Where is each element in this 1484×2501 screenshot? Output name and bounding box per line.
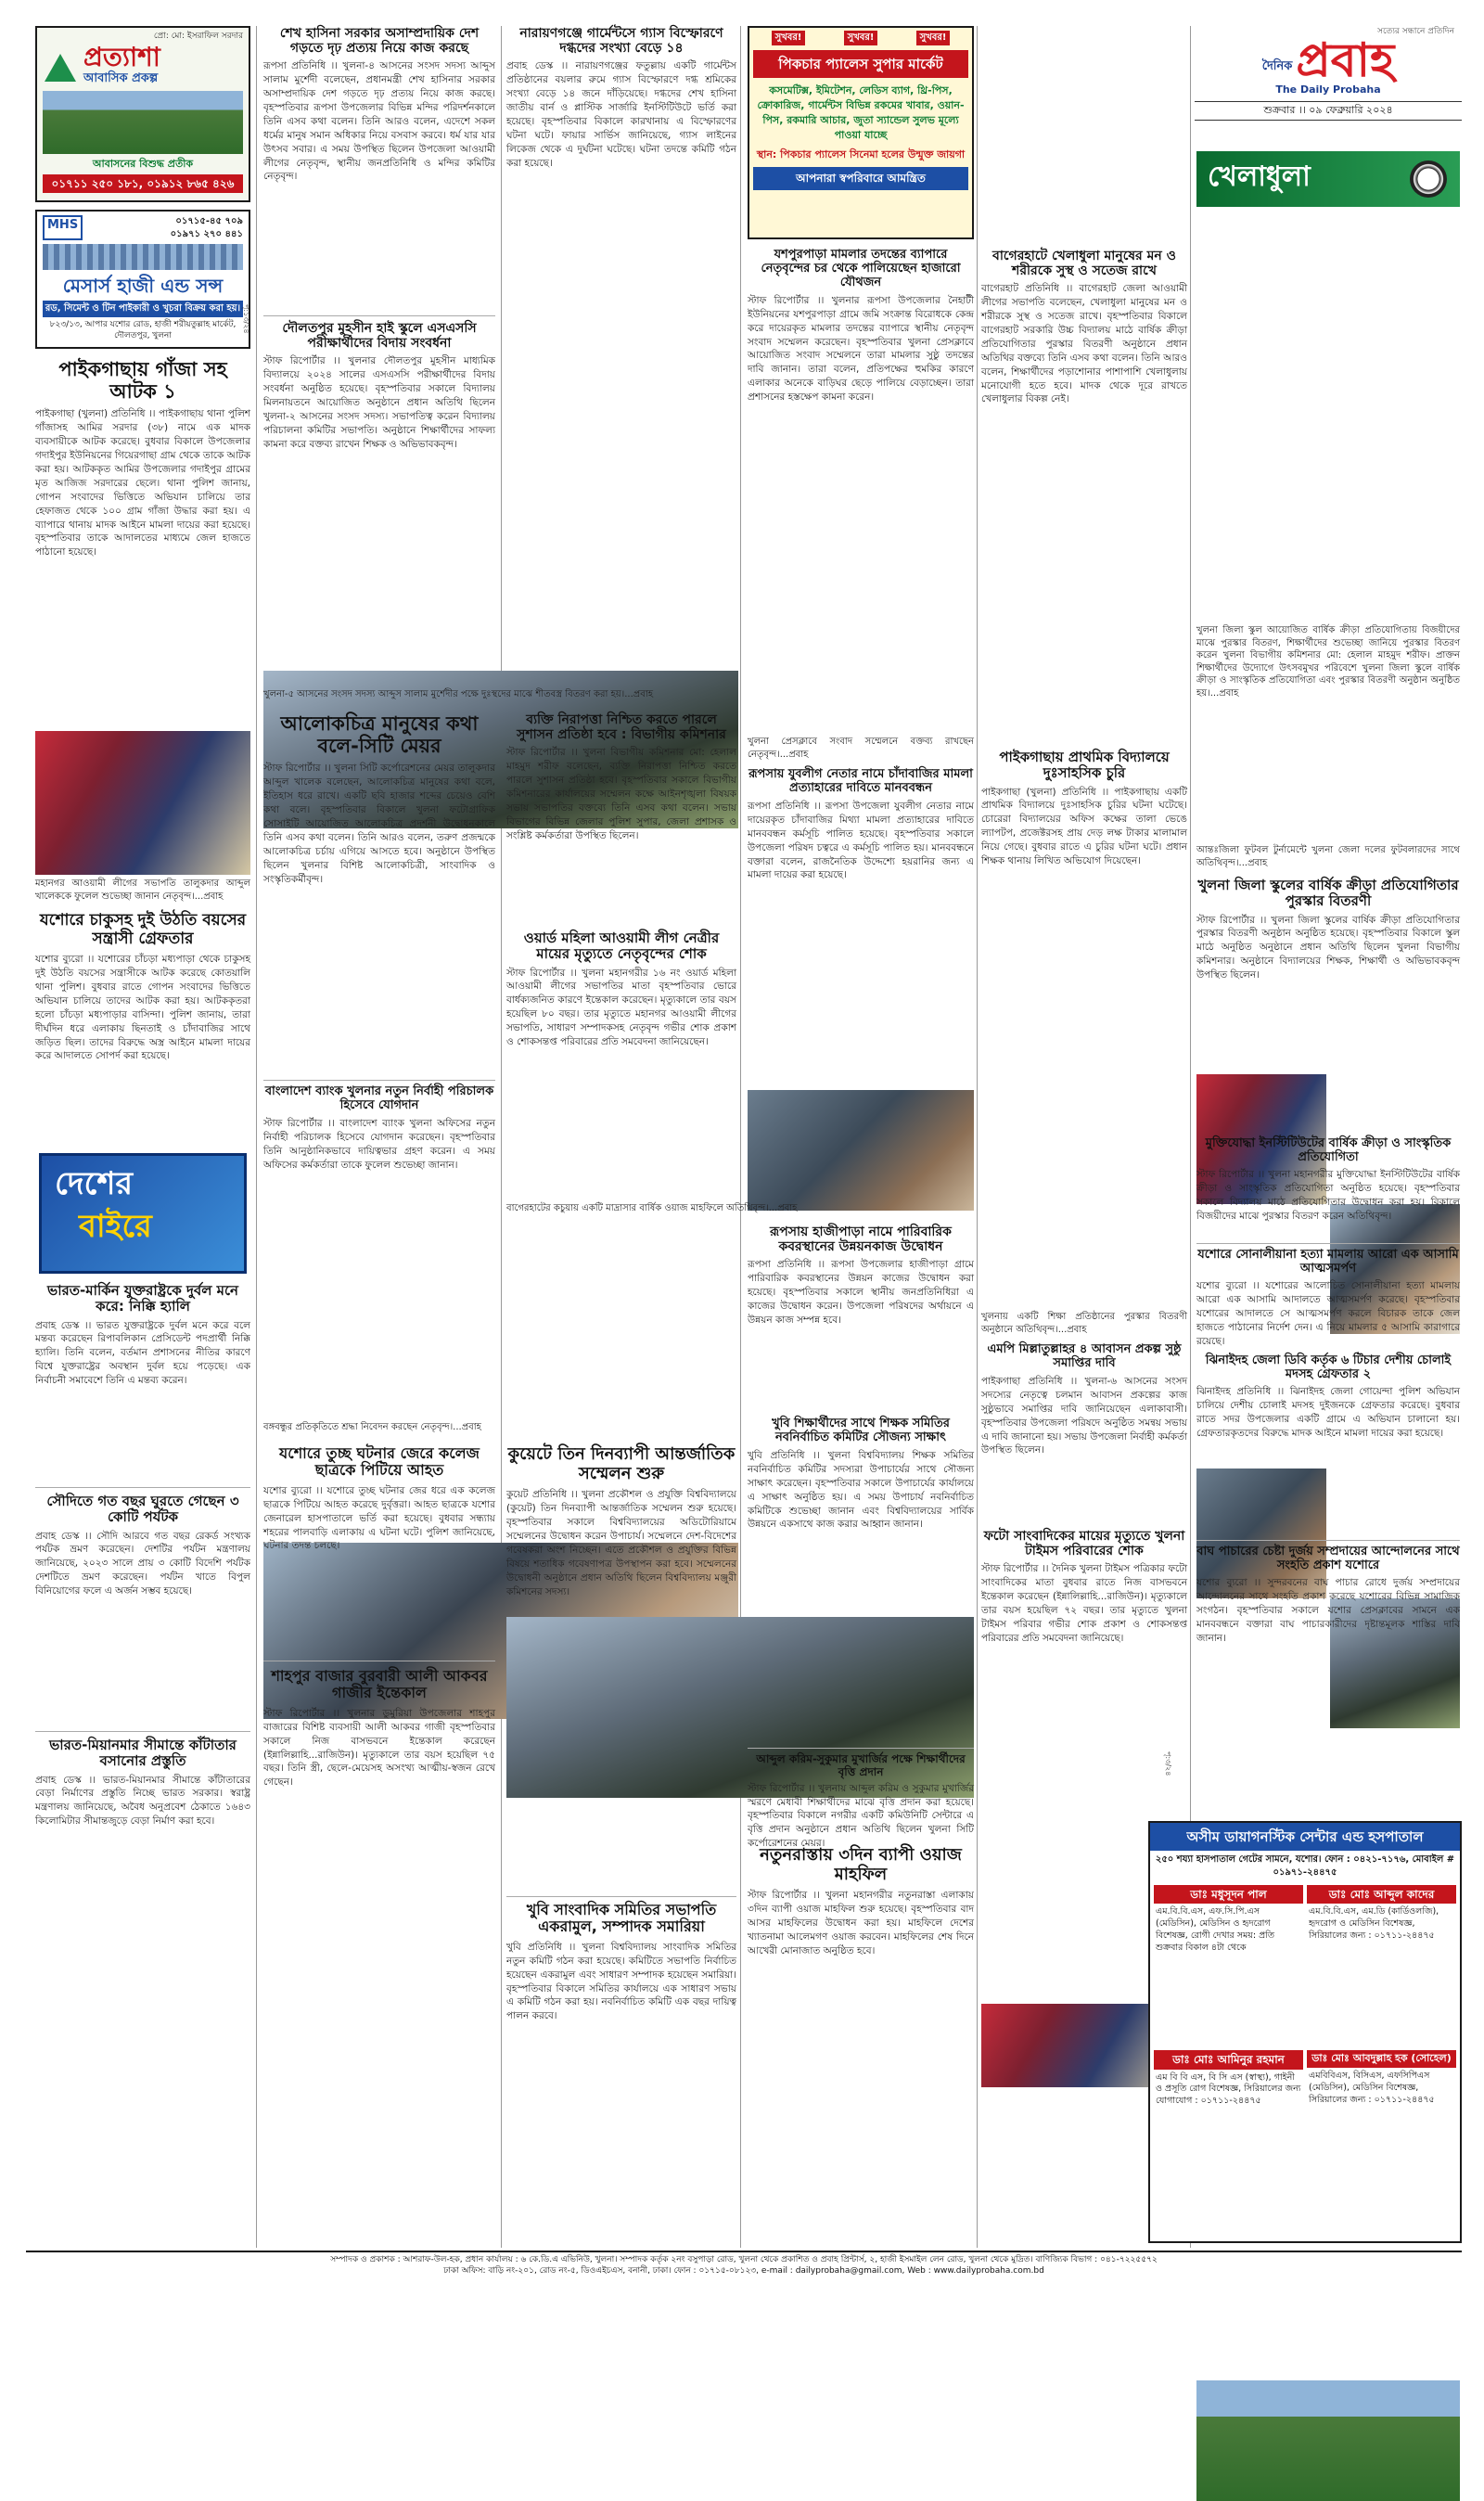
- masthead-dateline: শুক্রবার ।। ০৯ ফেব্রুয়ারি ২০২৪: [1195, 101, 1462, 121]
- article-body: রূপসা প্রতিনিধি ।। রূপসা উপজেলা যুবলীগ নেতার নামে দায়েরকৃত চাঁদাবাজির মিথ্যা মামলা প্রত্যাহারের দাবিতে মানববন্ধন কর্মসূচি পালিত হয়েছে। বৃহস্পতিবার সকালে উপজেলা পরিষদ চত্বরে এ কর্মসূচি পালিত হয়। মানববন্ধনে বক্তারা বলেন, রাজনৈতিক উদ্দেশ্যে হয়রানির জন্য এ মামলা দায়ের করা হয়েছে।: [748, 800, 974, 881]
- article-shahpur: [263, 1668, 495, 2243]
- photo-caption: বঙ্গবন্ধুর প্রতিকৃতিতে শ্রদ্ধা নিবেদন করছেন নেতৃবৃন্দ।...প্রবাহ: [263, 1422, 481, 1432]
- article-bagerhat-sports: [981, 249, 1187, 745]
- hospital-address: ২৫০ শয্যা হাসপাতাল গেটের সামনে, যশোর। ফোন : ০৪২১-৭১৭৬, মোবাইল # ০১৯৭১-২৪৪৭৫: [1155, 1854, 1455, 1878]
- protyasha-land-photo: [43, 91, 243, 154]
- page-mark-right: পৃ:৩/২৪: [1164, 1751, 1172, 1776]
- ad-hospital: [1148, 1821, 1462, 2243]
- article-body: স্টাফ রিপোর্টার ।। খুলনায় আব্দুল করিম ও সুকুমার মুখার্জির স্মরণে মেধাবী শিক্ষার্থীদের মাঝে বৃত্তি প্রদান করা হয়েছে। বৃহস্পতিবার বিকালে নগরীর একটি কমিউনিটি সেন্টারে এ বৃত্তি প্রদান অনুষ্ঠানে প্রধান অতিথি ছিলেন খুলনা সিটি কর্পোরেশনের মেয়র।: [748, 1782, 974, 1850]
- article-body: স্টাফ রিপোর্টার ।। খুলনা জিলা স্কুলের বার্ষিক ক্রীড়া প্রতিযোগিতার পুরস্কার বিতরণী অনুষ্ঠান অনুষ্ঠিত হয়েছে। বৃহস্পতিবার বিকালে স্কুল মাঠে অনুষ্ঠিত অনুষ্ঠানে প্রধান অতিথি ছিলেন খুলনা বিভাগীয় কমিশনার। অনুষ্ঠানে বিদ্যালয়ের শিক্ষক, শিক্ষার্থী ও অভিভাবকবৃন্দ উপস্থিত ছিলেন।: [1196, 914, 1460, 981]
- haji-name: মেসার্স হাজী এন্ড সন্স: [62, 275, 224, 297]
- headline: খুবি সাংবাদিক সমিতির সভাপতি একরামুল, সম্পাদক সমারিয়া: [526, 1901, 717, 1936]
- doctor-name: ডাঃ মোঃ আব্দুল কাদের: [1307, 1885, 1456, 1904]
- article-body: বাগেরহাট প্রতিনিধি ।। বাগেরহাট জেলা আওয়ামী লীগের সভাপতি বলেছেন, খেলাধুলা মানুষের মন ও শরীরকে সুস্থ ও সতেজ রাখে। বৃহস্পতিবার বিকালে বাগেরহাট সরকারি উচ্চ বিদ্যালয় মাঠে বার্ষিক ক্রীড়া প্রতিযোগিতার পুরস্কার বিতরণী অনুষ্ঠানে প্রধান অতিথির বক্তব্যে তিনি এসব কথা বলেন। তিনি আরও বলেন, শিক্ষার্থীদের পড়াশোনার পাশাপাশি খেলাধুলায় মনোযোগী হতে হবে। মাদক থেকে দূরে রাখতে খেলাধুলার বিকল্প নেই।: [981, 283, 1187, 405]
- headline: যশপুরপাড়া মামলার তদন্তের ব্যাপারে নেতৃবৃন্দের চর থেকে পালিয়েছেন হাজারো যৌথজন: [761, 248, 961, 289]
- article-amb-boss: [981, 1343, 1187, 1524]
- ad-proprietor: প্রো: মো: ইসরাফিল সরদার: [153, 32, 243, 41]
- article-india-us: [35, 1283, 250, 1482]
- article-body: খুবি প্রতিনিধি ।। খুলনা বিশ্ববিদ্যালয় সাংবাদিক সমিতির নতুন কমিটি গঠন করা হয়েছে। কমিটিতে সভাপতি নির্বাচিত হয়েছেন একরামুল এবং সাধারণ সম্পাদক হয়েছেন সমারিয়া। বৃহস্পতিবার বিকালে সমিতির কার্যালয়ে এক সাধারণ সভায় এ কমিটি গঠন করা হয়। নবনির্বাচিত কমিটি এক বছর দায়িত্ব পালন করবে।: [506, 1941, 736, 2022]
- headline: ভারত-মার্কিন যুক্তরাষ্ট্রকে দুর্বল মনে করে: নিক্কি হ্যালি: [47, 1282, 238, 1315]
- sports-caption-1: খুলনা জিলা স্কুল আয়োজিত বার্ষিক ক্রীড়া প্রতিযোগিতায় বিজয়ীদের মাঝে পুরস্কার বিতরণ, শিক্ষার্থীদের শুভেচ্ছা জানিয়ে পুরস্কার বিতরণ করেন খুলনা বিভাগীয় কমিশনার মো: হেলাল মাহমুদ শরীফ। প্রাক্তন শিক্ষার্থীদের উদ্যোগে উৎসবমুখর পরিবেশে খুলনা জিলা স্কুলে বার্ষিক ক্রীড়া ও সাংস্কৃতিক প্রতিযোগিতা এবং পুরস্কার বিতরণী অনুষ্ঠান অনুষ্ঠিত হয়।...প্রবাহ: [1196, 625, 1460, 699]
- headline: শেখ হাসিনা সরকার অসাম্প্রদায়িক দেশ গড়তে দৃঢ় প্রত্যয় নিয়ে কাজ করছে: [279, 26, 480, 57]
- sports-banner-title: খেলাধুলা: [1208, 160, 1311, 193]
- headline: দৌলতপুর মুহসীন হাই স্কুলে এসএসসি পরীক্ষার্থীদের বিদায় সংবর্ধনা: [282, 321, 477, 352]
- headline: মুক্তিযোদ্ধা ইনস্টিটিউটের বার্ষিক ক্রীড়া ও সাংস্কৃতিক প্রতিযোগিতা: [1205, 1136, 1452, 1164]
- headline: পাইকগাছায় গাঁজা সহ আটক ১: [58, 358, 227, 404]
- footer-line-1: সম্পাদক ও প্রকাশক : আশরাফ-উল-হক, প্রধান কার্যালয় : ৬ কে.ডি.এ এভিনিউ, খুলনা। সম্পাদক কর্তৃক ২নং বসুপাড়া রোড, খুলনা থেকে প্রকাশিত ও প্রবাহ প্রিন্টার্স, ২, হাজী ইসমাইল লেন রোড, খুলনা থেকে মুদ্রিত। বাণিজ্যিক বিভাগ : ০৪১-৭২২৫৫৭২: [330, 2255, 1158, 2264]
- headline: ফটো সাংবাদিকের মায়ের মৃত্যুতে খুলনা টাইমস পরিবারের শোক: [983, 1529, 1185, 1559]
- article-bangladesh-bank: [263, 1085, 495, 1234]
- ad-tag: সুখবর!: [844, 31, 878, 45]
- headline: নারায়ণগঞ্জে গার্মেন্টসে গ্যাস বিস্ফোরণে দগ্ধদের সংখ্যা বেড়ে ১৪: [519, 26, 723, 57]
- headline: রূপসায় হাজীপাড়া নামে পারিবারিক কবরস্থানের উন্নয়নকাজ উদ্বোধন: [770, 1225, 952, 1255]
- article-body: স্টাফ রিপোর্টার ।। খুলনা মহানগরীর মুক্তিযোদ্ধা ইনস্টিটিউটের বার্ষিক ক্রীড়া ও সাংস্কৃতিক প্রতিযোগিতা অনুষ্ঠিত হয়েছে। বৃহস্পতিবার সকালে বিদ্যালয় মাঠে প্রতিযোগিতার উদ্বোধন করা হয়। বিকালে বিজয়ীদের মাঝে পুরস্কার বিতরণ করেন অতিথিবৃন্দ।: [1196, 1168, 1460, 1222]
- ad-picture-palace: [748, 26, 974, 239]
- protyasha-subtitle: আবাসিক প্রকল্প: [83, 71, 159, 86]
- photo-caption: খুলনায় একটি শিক্ষা প্রতিষ্ঠানের পুরস্কার বিতরণী অনুষ্ঠানে অতিথিবৃন্দ।...প্রবাহ: [981, 1312, 1187, 1335]
- photo-caption: খুলনা-৫ আসনের সংসদ সদস্য আব্দুস সালাম মুর্শেদীর পক্ষে দুঃস্থদের মাঝে শীতবস্ত্র বিতরণ করা হয়।...প্রবাহ: [263, 689, 653, 699]
- headline: আব্দুল করিম-সুকুমার মুখার্জির পক্ষে শিক্ষার্থীদের বৃত্তি প্রদান: [756, 1752, 966, 1778]
- photo-caption: খুলনা প্রেসক্লাবে সংবাদ সম্মেলনে বক্তব্য রাখছেন নেতৃবৃন্দ।...প্রবাহ: [748, 737, 974, 760]
- protyasha-phone: ০১৭১১ ২৫০ ১৮১, ০১৯১২ ৮৬৫ ৪২৬: [43, 174, 243, 193]
- sports-caption-2: আন্তঃজিলা ফুটবল টুর্নামেন্টে খুলনা জেলা দলের ফুটবলারদের সাথে অতিথিবৃন্দ।...প্রবাহ: [1196, 845, 1460, 868]
- article-khubi-saubad: [506, 1902, 736, 2243]
- article-bagh-pachar: [1196, 1545, 1460, 1816]
- article-narayanganj-gas: [506, 26, 736, 518]
- article-wazmahfil: [748, 1846, 974, 2243]
- ad-haji-sons: [35, 210, 250, 349]
- headline: এমপি মিল্লাতুল্লাহর ৪ আবাসন প্রকল্প সুষ্ঠু সমাপ্তির দাবি: [987, 1342, 1182, 1370]
- ad-protyasha: [35, 26, 250, 202]
- doctor-info: এমবিবিএস, বিসিএস, এফসিপিএস (মেডিসিন), মেডিসিন বিশেষজ্ঞ, সিরিয়ালের জন্য : ০১৭১১-২৪৪৭৫: [1309, 2071, 1435, 2105]
- masthead-title: প্রবাহ: [1296, 33, 1395, 88]
- headline: যশোরে চাকুসহ দুই উঠতি বয়সের সন্ত্রাসী গ্রেফতার: [39, 911, 247, 948]
- article-body: প্রবাহ ডেস্ক ।। নারায়ণগঞ্জের ফতুল্লায় একটি গার্মেন্টস প্রতিষ্ঠানের বয়লার রুমে গ্যাস বিস্ফোরণে দগ্ধ শ্রমিকের সংখ্যা বেড়ে ১৪ জনে দাঁড়িয়েছে। দগ্ধদের শেখ হাসিনা জাতীয় বার্ন ও প্লাস্টিক সার্জারি ইনস্টিটিউটে ভর্তি করা হয়েছে। বৃহস্পতিবার বিকালে কারখানায় এ বিস্ফোরণের ঘটনা ঘটে। ফায়ার সার্ভিস জানিয়েছে, গ্যাস লাইনের লিকেজ থেকে এ দুর্ঘটনা ঘটেছে। ঘটনা তদন্তে কমিটি গঠন করা হয়েছে।: [506, 60, 736, 169]
- photo-caption: মহানগর আওয়ামী লীগের সভাপতি তালুকদার আব্দুল খালেককে ফুলেল শুভেচ্ছা জানান নেতৃবৃন্দ।...প্রবাহ: [35, 879, 250, 902]
- article-body: প্রবাহ ডেস্ক ।। ভারত যুক্তরাষ্ট্রকে দুর্বল মনে করে বলে মন্তব্য করেছেন রিপাবলিকান প্রেসিডেন্ট পদপ্রার্থী নিক্কি হ্যালি। তিনি বলেন, বর্তমান প্রশাসনের নীতির কারণে বিশ্বে যুক্তরাষ্ট্রের অবস্থান দুর্বল হয়ে পড়েছে। এক নির্বাচনী সমাবেশে তিনি এ মন্তব্য করেন।: [35, 1319, 250, 1387]
- newspaper-page: [26, 26, 1462, 2280]
- article-body: স্টাফ রিপোর্টার ।। খুলনার দৌলতপুর মুহসীন মাধ্যমিক বিদ্যালয়ে ২০২৪ সালের এসএসসি পরীক্ষার্থীদের বিদায় সংবর্ধনা অনুষ্ঠিত হয়েছে। বৃহস্পতিবার সকালে বিদ্যালয় মিলনায়তনে আয়োজিত অনুষ্ঠানে প্রধান অতিথি ছিলেন খুলনা-২ আসনের সংসদ সদস্য। সভাপতিত্ব করেন বিদ্যালয় পরিচালনা কমিটির সভাপতি। অনুষ্ঠানে শিক্ষার্থীদের সাফল্য কামনা করে বক্তব্য রাখেন শিক্ষক ও অভিভাবকবৃন্দ।: [263, 355, 495, 450]
- haji-phone-1: ০১৭১৫-৪৫ ৭০৯: [175, 216, 243, 226]
- article-body: ঝিনাইদহ প্রতিনিধি ।। ঝিনাইদহ জেলা গোয়েন্দা পুলিশ অভিযান চালিয়ে দেশীয় চোলাই মদসহ দুইজনকে গ্রেফতার করেছে। বুধবার রাতে সদর উপজেলার একটি গ্রামে এ অভিযান চালানো হয়। গ্রেফতারকৃতদের বিরুদ্ধে মাদক আইনে মামলা দায়ের করা হয়েছে।: [1196, 1385, 1460, 1439]
- ad-abroad-banner: [39, 1153, 247, 1274]
- article-body: যশোর ব্যুরো ।। যশোরের চাঁচড়া মধ্যপাড়া থেকে চাকুসহ দুই উঠতি বয়সের সন্ত্রাসীকে আটক করেছে কোতয়ালি থানা পুলিশ। বুধবার রাতে গোপন সংবাদের ভিত্তিতে অভিযান চালিয়ে তাদের আটক করা হয়। আটককৃতরা হলো চাঁচড়া মধ্যপাড়ার বাসিন্দা। পুলিশ জানায়, তারা দীর্ঘদিন ধরে এলাকায় ছিনতাই ও চাঁদাবাজির সাথে জড়িত ছিল। তাদের বিরুদ্ধে অস্ত্র আইনে মামলা দায়ের করে আদালতে সোপর্দ করা হয়েছে।: [35, 954, 250, 1062]
- doctor-info: এম বি বি এস, বি সি এস (স্বাস্থ্য), গাইনী ও প্রসূতি রোগ বিশেষজ্ঞ, সিরিয়ালের জন্য যোগাযোগ : ০১৭১১-২৪৪৭৫: [1156, 2071, 1301, 2107]
- article-body: যশোর ব্যুরো ।। সুন্দরবনের বাঘ পাচার রোধে দুর্জয় সম্প্রদায়ের আন্দোলনের সাথে সংহতি প্রকাশ করেছে যশোরের বিভিন্ন সামাজিক সংগঠন। বৃহস্পতিবার সকালে যশোর প্রেসক্লাবের সামনে এক মানববন্ধনে বক্তারা বাঘ পাচারকারীদের দৃষ্টান্তমূলক শাস্তির দাবি জানান।: [1196, 1576, 1460, 1644]
- article-rupsa-house: [748, 1225, 974, 1410]
- protyasha-slogan: আবাসনের বিশুদ্ধ প্রতীক: [92, 157, 194, 170]
- article-body: পাইকগাছা (খুলনা) প্রতিনিধি ।। পাইকগাছায় একটি প্রাথমিক বিদ্যালয়ে দুঃসাহসিক চুরির ঘটনা ঘটেছে। চোরেরা বিদ্যালয়ের অফিস কক্ষের তালা ভেঙে ল্যাপটপ, প্রজেক্টরসহ প্রায় দেড় লক্ষ টাকার মালামাল নিয়ে গেছে। বুধবার রাতে এ চুরির ঘটনা ঘটে। প্রধান শিক্ষক থানায় লিখিত অভিযোগ দিয়েছেন।: [981, 786, 1187, 867]
- article-alokchitra: [263, 712, 495, 1074]
- headline: বাগেরহাটে খেলাধুলা মানুষের মন ও শরীরকে সুস্থ ও সতেজ রাখে: [992, 249, 1176, 279]
- headline: ব্যক্তি নিরাপত্তা নিশ্চিত করতে পারলে সুশাসন প্রতিষ্ঠা হবে : বিভাগীয় কমিশনার: [517, 712, 726, 743]
- article-jashore-student: [263, 1445, 495, 1654]
- doctor-name: ডাঃ মধুসূদন পাল: [1154, 1885, 1303, 1904]
- ad-picture-items: কসমেটিক্স, ইমিটেশন, লেডিস ব্যাগ, থ্রি-পিস, ক্রোকারিজ, গার্মেন্টস বিভিন্ন রকমের খাবার, ওয়ান-পিস, রকমারি আচার, জুতা স্যান্ডেল সুলভ মূল্যে পাওয়া যাচ্ছে: [757, 83, 965, 141]
- headline: নতুনরাস্তায় ৩দিন ব্যাপী ওয়াজ মাহফিল: [760, 1845, 962, 1884]
- ad-tag: সুখবর!: [772, 31, 806, 45]
- headline: যশোরে সোনালীয়ানা হত্যা মামলায় আরো এক আসামি আত্মসমর্পণ: [1197, 1248, 1459, 1276]
- article-rupsa-murder: [748, 768, 974, 1014]
- hospital-title: অসীম ডায়াগনস্টিক সেন্টার এন্ড হসপাতাল: [1150, 1823, 1460, 1851]
- article-body: স্টাফ রিপোর্টার ।। খুলনা মহানগরীর নতুনরাস্তা এলাকায় ৩দিন ব্যাপী ওয়াজ মাহফিল শুরু হয়েছে। বৃহস্পতিবার বাদ আসর মাহফিলের উদ্বোধন করা হয়। মাহফিলে দেশের খ্যাতনামা আলেমগণ ওয়াজ করবেন। মাহফিলের শেষ দিনে আখেরী মোনাজাত অনুষ্ঠিত হবে।: [748, 1890, 974, 1956]
- masthead-prefix: দৈনিক: [1261, 58, 1293, 73]
- haji-logo: MHS: [43, 215, 83, 240]
- headline: পাইকগাছায় প্রাথমিক বিদ্যালয়ে দুঃসাহসিক চুরি: [999, 749, 1170, 782]
- haji-address: ৮২৩/১৩, আপার যশোর রোড, হাজী শরীয়তুল্লাহ মার্কেট, দৌলতপুর, খুলনা: [49, 319, 237, 340]
- football-icon: [1410, 160, 1447, 198]
- footer: [26, 2251, 1462, 2280]
- protyasha-name: প্রত্যাশা: [83, 42, 160, 73]
- headline: বাঘ পাচারের চেষ্টা দুর্জয় সম্প্রদায়ের আন্দোলনের সাথে সংহতি প্রকাশ যশোরে: [1196, 1545, 1460, 1572]
- article-daulatpur-school: [263, 321, 495, 520]
- article-india-myanmar: [35, 1738, 250, 2243]
- article-saudi: [35, 1494, 250, 1725]
- headline: আলোকচিত্র মানুষের কথা বলে-সিটি মেয়র: [280, 712, 479, 758]
- article-body: যশোর ব্যুরো ।। যশোরের আলোচিত সোনালীয়ানা হত্যা মামলায় আরো এক আসামি আদালতে আত্মসমর্পণ করেছে। বৃহস্পতিবার যশোরের আদালতে সে আত্মসমর্পণ করলে বিচারক তাকে জেল হাজতে পাঠানোর নির্দেশ দেন। এ নিয়ে মামলার ৫ আসামি কারাগারে রয়েছে।: [1196, 1279, 1460, 1347]
- sports-team-photo: [1196, 2380, 1460, 2501]
- article-body: প্রবাহ ডেস্ক ।। সৌদি আরবে গত বছর রেকর্ড সংখ্যক পর্যটক ভ্রমণ করেছেন। দেশটির পর্যটন মন্ত্রণালয় জানিয়েছে, ২০২৩ সালে প্রায় ৩ কোটি বিদেশি পর্যটক দেশটিতে ভ্রমণ করেছেন। পর্যটন খাতে বিপুল বিনিয়োগের ফলে এ অর্জন সম্ভব হয়েছে।: [35, 1530, 250, 1597]
- masthead-tagline: সত্যের সন্ধানে প্রতিদিন: [1377, 27, 1454, 36]
- article-byakti: [506, 712, 736, 926]
- article-jaru-karim: [748, 1752, 974, 1850]
- article-body: কুয়েট প্রতিনিধি ।। খুলনা প্রকৌশল ও প্রযুক্তি বিশ্ববিদ্যালয়ে (কুয়েট) তিন দিনব্যাপী আন্তর্জাতিক সম্মেলন শুরু হয়েছে। বৃহস্পতিবার সকালে বিশ্ববিদ্যালয়ের অডিটোরিয়ামে সম্মেলনের উদ্বোধন করেন উপাচার্য। সম্মেলনে দেশ-বিদেশের গবেষকরা অংশ নিচ্ছেন। এতে প্রকৌশল ও প্রযুক্তির বিভিন্ন বিষয়ে শতাধিক গবেষণাপত্র উপস্থাপন করা হবে। সম্মেলনের উদ্বোধনী অনুষ্ঠানে প্রধান অতিথি ছিলেন বিশ্ববিদ্যালয় মঞ্জুরী কমিশনের সদস্য।: [506, 1489, 736, 1597]
- article-paikgachha-school: [981, 750, 1187, 1014]
- article-body: যশোর ব্যুরো ।। যশোরে তুচ্ছ ঘটনার জের ধরে এক কলেজ ছাত্রকে পিটিয়ে আহত করেছে দুর্বৃত্তরা। আহত ছাত্রকে যশোর জেনারেল হাসপাতালে ভর্তি করা হয়েছে। বুধবার সন্ধ্যায় শহরের পালবাড়ি এলাকায় এ ঘটনা ঘটে। পুলিশ জানিয়েছে, ঘটনার তদন্ত চলছে।: [263, 1484, 495, 1552]
- article-ward-mahila: [506, 930, 736, 1232]
- doctor-info: এম.বি.বি.এস, এফ.সি.পি.এস (মেডিসিন), মেডিসিন ও হৃদরোগ বিশেষজ্ঞ, রোগী দেখার সময়: প্রতি শুক্রবার বিকাল ৪টা থেকে: [1156, 1906, 1275, 1953]
- article-body: রূপসা প্রতিনিধি ।। রূপসা উপজেলার হাজীপাড়া গ্রামে পারিবারিক কবরস্থানের উন্নয়ন কাজের উদ্বোধন করা হয়েছে। বৃহস্পতিবার সকালে স্থানীয় জনপ্রতিনিধিরা এ কাজের উদ্বোধন করেন। উপজেলা পরিষদের অর্থায়নে এ উন্নয়ন কাজ সম্পন্ন হবে।: [748, 1259, 974, 1326]
- masthead: [1195, 26, 1462, 128]
- headline: খুবি শিক্ষার্থীদের সাথে শিক্ষক সমিতির নবনির্বাচিত কমিটির সৌজন্য সাক্ষাৎ: [772, 1417, 950, 1444]
- article-body: স্টাফ রিপোর্টার ।। দৈনিক খুলনা টাইমস পত্রিকার ফটো সাংবাদিকের মাতা বুধবার রাতে নিজ বাসভবনে ইন্তেকাল করেছেন (ইন্নালিল্লাহি...রাজিউন)। মৃত্যুকালে তার বয়স হয়েছিল ৭২ বছর। তার মৃত্যুতে খুলনা টাইমস পরিবার গভীর শোক প্রকাশ ও শোকসন্তপ্ত পরিবারের প্রতি সমবেদনা জানিয়েছে।: [981, 1563, 1187, 1644]
- protyasha-logo-icon: [45, 50, 76, 82]
- abroad-line-2: বাইরে: [79, 1207, 152, 1245]
- article-jashore-sonaliana: [1196, 1249, 1460, 1351]
- article-body: স্টাফ রিপোর্টার ।। খুলনার ডুমুরিয়া উপজেলার শাহপুর বাজারের বিশিষ্ট ব্যবসায়ী আলী আকবর গাজী বৃহস্পতিবার সকালে নিজ বাসভবনে ইন্তেকাল করেছেন (ইন্নালিল্লাহি...রাজিউন)। মৃত্যুকালে তার বয়স হয়েছিল ৭৫ বছর। তিনি স্ত্রী, ছেলে-মেয়েসহ অসংখ্য আত্মীয়-স্বজন রেখে গেছেন।: [263, 1707, 495, 1789]
- ad-picture-title: পিকচার প্যালেস সুপার মার্কেট: [753, 50, 968, 78]
- article-body: স্টাফ রিপোর্টার ।। খুলনা বিভাগীয় কমিশনার মো: হেলাল মাহমুদ শরীফ বলেছেন, ব্যক্তি নিরাপত্তা নিশ্চিত করতে পারলে সুশাসন প্রতিষ্ঠা হবে। বৃহস্পতিবার সকালে বিভাগীয় কমিশনারের কার্যালয়ের সম্মেলন কক্ষে আইনশৃঙ্খলা বিষয়ক সভায় সভাপতির বক্তব্যে তিনি এসব কথা বলেন। সভায় বিভাগের বিভিন্ন জেলার পুলিশ সুপার, জেলা প্রশাসক ও সংশ্লিষ্ট কর্মকর্তারা উপস্থিত ছিলেন।: [506, 747, 736, 841]
- haji-desc: রড, সিমেন্ট ও টিন পাইকারী ও খুচরা বিক্রয় করা হয়।: [43, 301, 243, 317]
- headline: ভারত-মিয়ানমার সীমান্তে কাঁটাতার বসানোর প্রস্তুতি: [49, 1737, 237, 1770]
- ad-picture-place: স্থান: পিকচার প্যালেস সিনেমা হলের উন্মুক্ত জায়গা: [756, 147, 966, 160]
- doctor-name: ডাঃ মোঃ আবদুল্লাহ হক (সোহেল): [1307, 2050, 1456, 2068]
- article-kuet-teacher: [748, 1417, 974, 1742]
- article-body: পাইকগাছা (খুলনা) প্রতিনিধি ।। পাইকগাছায় থানা পুলিশ গাঁজাসহ আমির সরদার (৩৮) নামে এক মাদক ব্যবসায়ীকে আটক করেছে। বুধবার বিকালে উপজেলার গদাইপুর ইউনিয়নের গিয়েরগাছা গ্রাম থেকে তাকে আটক করা হয়। আটককৃত আমির উপজেলার গদাইপুর গ্রামের মৃত আজিজ সরদারের ছেলে। থানা পুলিশ জানায়, গোপন সংবাদের ভিত্তিতে অভিযান চালিয়ে তার হেফাজত থেকে ১০০ গ্রাম গাঁজা উদ্ধার করা হয়। এ ব্যাপারে থানায় মাদক আইনে মামলা দায়ের করা হয়েছে। বৃহস্পতিবার তাকে আদালতের মাধ্যমে জেল হাজতে পাঠানো হয়েছে।: [35, 408, 250, 558]
- article-jhenaidah-db: [1196, 1354, 1460, 1535]
- headline: বাংলাদেশ ব্যাংক খুলনার নতুন নির্বাহী পরিচালক হিসেবে যোগদান: [264, 1084, 494, 1112]
- article-yashpur: [748, 249, 974, 606]
- photo-press-conference: [748, 1090, 974, 1211]
- headline: রূপসায় যুবলীগ নেতার নামে চাঁদাবাজির মামলা প্রত্যাহারের দাবিতে মানববন্ধন: [748, 767, 973, 795]
- photo-left-event: [35, 731, 250, 875]
- article-body: স্টাফ রিপোর্টার ।। খুলনা সিটি কর্পোরেশনের মেয়র তালুকদার আব্দুল খালেক বলেছেন, আলোকচিত্র মানুষের কথা বলে, ইতিহাস ধরে রাখে। একটি ছবি হাজার শব্দের চেয়েও বেশি কথা বলে। বৃহস্পতিবার বিকালে খুলনা ফটোগ্রাফিক সোসাইটি আয়োজিত আলোকচিত্র প্রদর্শনী উদ্বোধনকালে তিনি এসব কথা বলেন। তিনি আরও বলেন, তরুণ প্রজন্মকে আলোকচিত্র চর্চায় এগিয়ে আসতে হবে। অনুষ্ঠানে উপস্থিত ছিলেন খুলনার বিশিষ্ট আলোকচিত্রী, সাংবাদিক ও সংস্কৃতিকর্মীবৃন্দ।: [263, 763, 495, 885]
- headline: সৌদিতে গত বছর ঘুরতে গেছেন ৩ কোটি পর্যটক: [46, 1493, 239, 1526]
- article-body: প্রবাহ ডেস্ক ।। ভারত-মিয়ানমার সীমান্তে কাঁটাতারের বেড়া নির্মাণের প্রস্তুতি নিচ্ছে ভারত সরকার। স্বরাষ্ট্র মন্ত্রণালয় জানিয়েছে, অবৈধ অনুপ্রবেশ ঠেকাতে ১৬৪৩ কিলোমিটার সীমান্তজুড়ে বেড়া নির্মাণ করা হবে।: [35, 1774, 250, 1828]
- article-body: স্টাফ রিপোর্টার ।। বাংলাদেশ ব্যাংক খুলনা অফিসের নতুন নির্বাহী পরিচালক হিসেবে যোগদান করেছেন। বৃহস্পতিবার তিনি আনুষ্ঠানিকভাবে দায়িত্বভার গ্রহণ করেন। এ সময় অফিসের কর্মকর্তারা তাকে ফুলেল শুভেচ্ছা জানান।: [263, 1117, 495, 1171]
- article-paikgachha-ganja: [35, 358, 250, 725]
- article-body: স্টাফ রিপোর্টার ।। খুলনা মহানগরীর ১৬ নং ওয়ার্ড মহিলা আওয়ামী লীগের সভাপতির মাতা বৃহস্পতিবার ভোরে বার্ধক্যজনিত কারণে ইন্তেকাল করেছেন। মৃত্যুকালে তার বয়স হয়েছিল ৮০ বছর। তার মৃত্যুতে মহানগর আওয়ামী লীগের সভাপতি, সাধারণ সম্পাদকসহ নেতৃবৃন্দ গভীর শোক প্রকাশ ও শোকসন্তপ্ত পরিবারের প্রতি সমবেদনা জানিয়েছেন।: [506, 967, 736, 1048]
- article-body: খুবি প্রতিনিধি ।। খুলনা বিশ্ববিদ্যালয় শিক্ষক সমিতির নবনির্বাচিত কমিটির সদস্যরা উপাচার্যের সাথে সৌজন্য সাক্ষাৎ করেছেন। বৃহস্পতিবার সকালে উপাচার্যের কার্যালয়ে এ সাক্ষাৎ অনুষ্ঠিত হয়। এ সময় উপাচার্য নবনির্বাচিত কমিটিকে শুভেচ্ছা জানান এবং বিশ্ববিদ্যালয়ের সার্বিক উন্নয়নে একসাথে কাজ করার আহ্বান জানান।: [748, 1449, 974, 1531]
- article-hasina-govt: [263, 26, 495, 309]
- haji-phone-2: ০১৯৭১ ২৭০ ৪৪১: [170, 228, 243, 239]
- headline: ওয়ার্ড মহিলা আওয়ামী লীগ নেত্রীর মায়ের মৃত্যুতে নেতৃবৃন্দের শোক: [523, 930, 720, 963]
- article-body: রূপসা প্রতিনিধি ।। খুলনা-৪ আসনের সংসদ সদস্য আব্দুস সালাম মুর্শেদী বলেছেন, প্রধানমন্ত্রী শেখ হাসিনার সরকার অসাম্প্রদায়িক দেশ গড়তে দৃঢ় প্রত্যয় নিয়ে কাজ করছে। বৃহস্পতিবার রূপসা উপজেলার বিভিন্ন মন্দির পরিদর্শনকালে তিনি এসব কথা বলেন। তিনি আরও বলেন, এদেশে সকল ধর্মের মানুষ সমান অধিকার নিয়ে বসবাস করবে। ধর্ম যার যার উৎসব সবার। এ সময় উপস্থিত ছিলেন উপজেলা আওয়ামী লীগের নেতৃবৃন্দ, স্থানীয় জনপ্রতিনিধি ও মন্দির কমিটির নেতৃবৃন্দ।: [263, 60, 495, 183]
- doctor-info: এম.বি.বি.এস, এম.ডি (কার্ডিওলজি), হৃদরোগ ও মেডিসিন বিশেষজ্ঞ, সিরিয়ালের জন্য : ০১৭১১-২৪৪৭৫: [1309, 1906, 1439, 1942]
- masthead-english: The Daily Probaha: [1275, 83, 1381, 96]
- haji-tin-sheet-image: [43, 244, 243, 270]
- doctor-name: ডাঃ মোঃ আমিনুর রহমান: [1154, 2050, 1303, 2069]
- article-muktijoddha-inst: [1196, 1137, 1460, 1239]
- ad-tag: সুখবর!: [916, 31, 951, 45]
- sports-banner: [1196, 151, 1460, 207]
- abroad-line-1: দেশের: [55, 1165, 134, 1202]
- footer-line-2: ঢাকা অফিস: বাড়ি নং-২০১, রোড নং-৫, ডিওএইচএস, বনানী, ঢাকা। ফোন : ০১৭১৫-০৮১২৩, e-mail : dailyprobaha@gmail.com, Web : www.dailyprobaha.com.bd: [443, 2266, 1044, 2277]
- headline: কুয়েটে তিন দিনব্যাপী আন্তর্জাতিক সম্মেলন শুরু: [507, 1444, 736, 1483]
- headline: যশোরে তুচ্ছ ঘটনার জেরে কলেজ ছাত্রকে পিটিয়ে আহত: [279, 1444, 480, 1480]
- article-body: স্টাফ রিপোর্টার ।। খুলনার রূপসা উপজেলার নৈহাটী ইউনিয়নের যশপুরপাড়া গ্রামে জমি সংক্রান্ত বিরোধকে কেন্দ্র করে দায়েরকৃত মামলার তদন্তের ব্যাপারে স্থানীয় নেতৃবৃন্দ সংবাদ সম্মেলন করেছেন। বৃহস্পতিবার খুলনা প্রেসক্লাবে আয়োজিত সংবাদ সম্মেলনে তারা মামলার সুষ্ঠু তদন্তের দাবি জানান। তারা বলেন, প্রতিপক্ষের হুমকির কারণে এলাকার অনেকে বাড়িঘর ছেড়ে পালিয়ে বেড়াচ্ছেন। তারা প্রশাসনের হস্তক্ষেপ কামনা করেন।: [748, 294, 974, 404]
- headline: ঝিনাইদহ জেলা ডিবি কর্তৃক ৬ টিচার দেশীয় চোলাই মদসহ গ্রেফতার ২: [1205, 1353, 1452, 1381]
- ad-picture-invite: আপনারা স্বপরিবারে আমন্ত্রিত: [753, 167, 968, 189]
- headline: শাহপুর বাজার বুরবারী আলী আকবর গাজীর ইন্তেকাল: [271, 1667, 488, 1702]
- headline: খুলনা জিলা স্কুলের বার্ষিক ক্রীড়া প্রতিযোগিতার পুরস্কার বিতরণী: [1197, 877, 1459, 910]
- article-jashore-chor: [35, 912, 250, 1144]
- article-body: পাইকগাছা প্রতিনিধি ।। খুলনা-৬ আসনের সংসদ সদস্যের নেতৃত্বে চলমান আবাসন প্রকল্পের কাজ সুষ্ঠুভাবে সমাপ্তির দাবি জানিয়েছেন এলাকাবাসী। বৃহস্পতিবার উপজেলা পরিষদে অনুষ্ঠিত সমন্বয় সভায় এ দাবি জানানো হয়। সভায় উপজেলা নির্বাহী কর্মকর্তা উপস্থিত ছিলেন।: [981, 1375, 1187, 1456]
- page-mark-left: পৃ:১৩/২৪: [242, 304, 250, 334]
- photo-caption: বাগেরহাটের কচুয়ায় একটি মাদ্রাসার বার্ষিক ওয়াজ মাহফিলে অতিথিবৃন্দ।...প্রবাহ: [506, 1203, 798, 1213]
- article-khulna-zilla: [1196, 878, 1460, 1133]
